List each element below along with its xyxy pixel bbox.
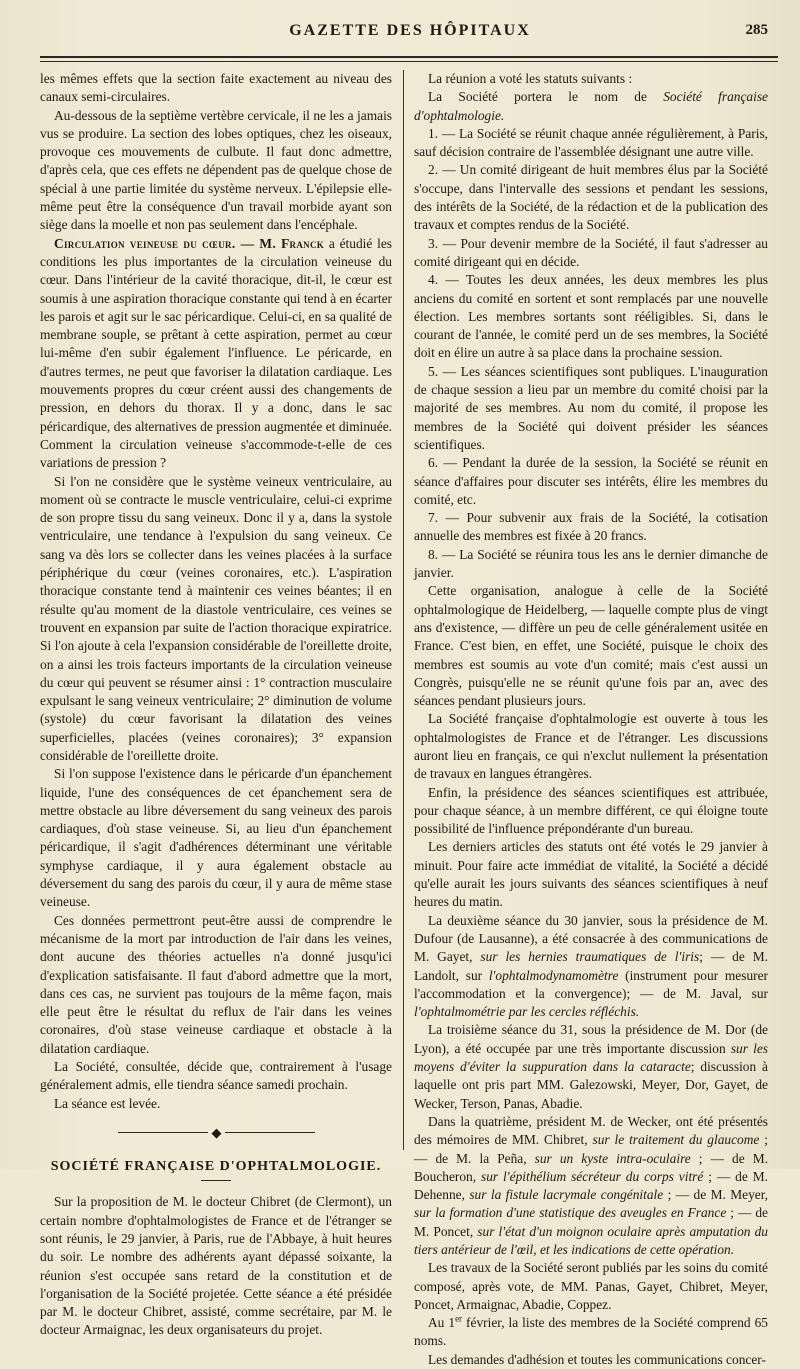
ornament-line (118, 1132, 208, 1133)
paragraph: Enfin, la présidence des séances scientifiques est attribuée, pour chaque séance, à un membre différent, ce qui éloigne toute possibilité de l'influence prépondérante d'un bureau. (414, 784, 768, 837)
paragraph: Si l'on suppose l'existence dans le péricarde d'un épanchement liquide, l'une des conséquences de cet épanchement sera de mettre obstacle au libre déversement du sang veineux des parois cardiaques, d'où stase veineuse. Si, au lieu d'un épanchement péricardique, il s'agit d'adhérences déterminant une véritable symphyse cardiaque, il y aura également obstacle au déversement du sang des parois du cœur, il y aura de même stase veineuse. (40, 766, 392, 910)
text-run: ; — de M. Meyer, (663, 1187, 768, 1203)
paragraph: Les travaux de la Société seront publiés par les soins du comité composé, après vote, de MM. Panas, Gayet, Chibret, Meyer, Poncet, Armaignac, Abadie, Coppez. (414, 1260, 768, 1312)
right-column (414, 70, 769, 1367)
paragraph (414, 88, 768, 125)
paragraph (414, 1314, 768, 1351)
text-run: ; — de M. Poncet, (414, 1205, 768, 1239)
italic-title: sur l'état d'un moignon oculaire après amputation du tiers antérieur de l'œil, et les indications de cette opération. (414, 1223, 769, 1257)
header-rule-thin (40, 61, 778, 62)
statute-8: 8. — La Société se réunira tous les ans le dernier dimanche de janvier. (414, 546, 768, 581)
header-rule-thick (40, 56, 778, 58)
italic-title: sur la formation d'une statistique des aveugles en France (414, 1205, 727, 1221)
journal-title: GAZETTE DES HÔPITAUX (289, 22, 531, 39)
paragraph: Les demandes d'adhésion et toutes les communications concer- (428, 1351, 766, 1367)
italic-title: sur un kyste intra-oculaire (534, 1150, 691, 1166)
page-header (40, 16, 780, 52)
paragraph: La réunion a voté les statuts suivants : (428, 71, 633, 86)
paragraph: Si l'on ne considère que le système veineux ventriculaire, au moment où se contracte le muscle ventriculaire, celui-ci exprime de son propre tissu du sang veineux. Donc il y a, dans la systole ventriculaire, une tendance à l'expulsion du sang veineux. Ce sang va dès lors se collecter dans les veines placées à la surface périphérique du cœur (veines coronaires, etc.). L'aspiration thoracique constante tend à maintenir ces veines béantes; il en résulte qu'au moment de la diastole ventriculaire, ces veines se trouvent en expansion par suite de l'action thoracique expiratrice. Si l'on ajoute à cela l'expansion considérable de l'oreillette droite, on a ainsi les trois facteurs importants de la circulation veineuse du cœur qui peuvent se résumer ainsi : 1° contraction musculaire expulsant le sang veineux ventriculaire; 2° diminution de volume (systole) du cœur favorisant la dilatation des veines superficielles, placées (veines coronaires); 3° expansion considérable de l'oreillette droite. (40, 473, 392, 763)
title-underline (201, 1180, 231, 1181)
diamond-icon: ◆ (211, 1124, 221, 1140)
text-run: ; — de M. Boucheron, (414, 1150, 768, 1184)
statute-3: 3. — Pour devenir membre de la Société, il faut s'adresser au comité dirigeant qui en décide. (414, 235, 768, 269)
paragraph: La Société française d'ophtalmologie est ouverte à tous les ophtalmologistes de France et de l'étranger. Les discussions auront lieu en français, ce qui n'exclut nullement la présentation de travaux en langues étrangères. (414, 711, 768, 782)
statute-1: 1. — La Société se réunit chaque année régulièrement, à Paris, sauf décision contraire de l'assemblée désignant une autre ville. (414, 125, 768, 160)
statute-7: 7. — Pour subvenir aux frais de la Société, la cotisation annuelle des membres est fixée à 20 francs. (414, 510, 768, 544)
section-title: SOCIÉTÉ FRANÇAISE D'OPHTALMOLOGIE. (50, 1159, 382, 1175)
paragraph: La séance est levée. (54, 1095, 161, 1111)
italic-title: sur la fistule lacrymale congénitale (469, 1187, 664, 1203)
text-run: La Société portera le nom de (428, 89, 664, 105)
statute-2: 2. — Un comité dirigeant de huit membres élus par la Société s'occupe, dans l'intervalle des sessions et pendant les sessions, des intérêts de la Société, de la rédaction et de la publication des travaux et comptes rendus de la Société. (414, 162, 768, 233)
text-run: Dans la quatrième, président M. de Wecker, ont été présentés des mémoires de MM. Chibret, (414, 1113, 768, 1148)
text-run: (instrument pour mesurer l'accommodation et la convergence); — de M. Javal, sur (414, 967, 768, 1001)
paragraph: les mêmes effets que la section faite exactement au niveau des canaux semi-circulaires. (40, 71, 392, 105)
run-in-heading: Circulation veineuse du cœur. — M. Franck (54, 235, 325, 251)
paragraph (414, 1113, 768, 1259)
ornament-line (225, 1132, 315, 1133)
paragraph (414, 1021, 768, 1112)
paragraph (40, 235, 392, 473)
text-run: Au 1 (428, 1315, 456, 1331)
statute-4: 4. — Toutes les deux années, les deux membres les plus anciens du comité en sortent et sont remplacés par une nouvelle élection. Les membres sortants sont rééligibles. Si, dans le courant de l'année, le comité perd un de ses membres, la Société doit en élire un autre à sa place dans la prochaine session. (414, 272, 768, 361)
text-run: ; — de M. la Peña, (414, 1132, 768, 1166)
italic-title: l'ophtalmométrie par les cercles réfléchis. (414, 1004, 640, 1020)
society-name: Société française d'ophtalmologie. (414, 89, 768, 123)
paragraph: Sur la proposition de M. le docteur Chibret (de Clermont), un certain nombre d'ophtalmologistes de France et de l'étranger se sont réunis, le 29 janvier, à Paris, rue de l'Abbaye, à huit heures du soir. Le nombre des adhérents ayant dépassé soixante, la réunion s'est occupée sans retard de la constitution et de l'organisation de la Société projetée. Cette séance a été présidée par M. le docteur Chibret, assisté, comme secrétaire, par M. le docteur Armaignac, les deux organisateurs du projet. (40, 1194, 392, 1338)
italic-title: sur le traitement du glaucome (592, 1132, 760, 1148)
paragraph: Cette organisation, analogue à celle de la Société ophtalmologique de Heidelberg, — laquelle compte plus de vingt ans d'existence, — diffère un peu de celle généralement usitée en France. C'est bien, en effet, une Société, puisque le choix des membres est soumis au vote d'un comité; mais c'est aussi un Congrès, puisqu'elle ne se réunit qu'une fois par an, avec des séances pendant plusieurs jours. (414, 583, 768, 709)
italic-title: l'ophtalmodynamomètre (488, 967, 619, 983)
italic-title: sur les moyens d'éviter la suppuration dans la cataracte (414, 1040, 768, 1075)
paragraph-body: a étudié les conditions les plus importantes de la circulation veineuse du cœur. Dans l'intérieur de la cavité thoracique, dit-il, le cœur est soumis à une aspiration thoracique constante qui tend à en écarter les parois et agit sur le sac péricardique. Celui-ci, en sa qualité de membrane souple, se prêtant à cette aspiration, permet au cœur lui-même d'en subir également l'influence. Le péricarde, en d'autres termes, ne peut que favoriser la dilatation cardiaque. Les mouvements propres du cœur créent aussi des changements de pression, en dehors du thorax. Il y a donc, dans le sac péricardique, des alternatives de pression augmentée et diminuée. Comment la circulation veineuse s'accommode-t-elle de ces variations de pression ? (40, 235, 392, 471)
paragraph: Ces données permettront peut-être aussi de comprendre le mécanisme de la mort par introduction de l'air dans les veines, dont aucune des théories actuelles n'a donné jusqu'ici d'explication satisfaisante. Il faut d'abord admettre que la mort, dans ces cas, ne survient pas toujours de la même façon, mais elle peut être le résultat du reflux de l'air dans les veines coronaires, d'où stase veineuse cardiaque et obstacle à la dilatation cardiaque. (40, 912, 392, 1056)
statute-6: 6. — Pendant la durée de la session, la Société se réunit en séance d'affaires pour discuter ses intérêts, élire les membres du comité, etc. (414, 455, 768, 507)
italic-title: sur les hernies traumatiques de l'iris (480, 949, 700, 965)
section-ornament (40, 1123, 392, 1142)
paragraph (414, 912, 768, 1022)
text-run: La troisième séance du 31, sous la présidence de M. Dor (de Lyon), a été occupée par une très importante discussion (414, 1022, 768, 1056)
text-run: La deuxième séance du 30 janvier, sous la présidence de M. Dufour (de Lausanne), a été consacrée à des communications de M. Gayet, (414, 912, 768, 965)
text-run: ; — de M. Dehenne, (414, 1168, 768, 1203)
page-number: 285 (745, 22, 768, 38)
text-run: ; discussion à laquelle ont pris part MM. Galezowski, Meyer, Dor, Gayet, de Wecker, Terson, Panas, Abadie. (414, 1059, 768, 1111)
text-run: février, la liste des membres de la Société comprend 65 noms. (414, 1315, 768, 1349)
statute-5: 5. — Les séances scientifiques sont publiques. L'inauguration de chaque session a lieu par un membre du comité choisi par la majorité de ses membres. Au nom du comité, il propose les membres de la Société qui doivent présider les séances scientifiques. (414, 363, 768, 452)
paragraph: Les derniers articles des statuts ont été votés le 29 janvier à minuit. Pour faire acte immédiat de vitalité, la Société a décidé qu'elle aurait les jours suivants des séances scientifiques à neuf heures du matin. (414, 839, 768, 910)
superscript: er (455, 1313, 463, 1324)
italic-title: sur l'épithélium sécréteur du corps vitré (481, 1168, 704, 1184)
left-column (40, 70, 392, 1338)
text-run: ; — de M. Landolt, sur (414, 949, 768, 983)
paragraph: Au-dessous de la septième vertèbre cervicale, il ne les a jamais vus se produire. La section des lobes optiques, chez les oiseaux, provoque ces mouvements de culbute. Il faut donc admettre, d'après cela, que ces effets ne dépendent pas de quelque chose de spécial à une partie limitée du système nerveux. L'épilepsie elle-même peut être la conséquence d'un travail morbide ayant son siège dans la moelle et non pas seulement dans l'encéphale. (40, 107, 392, 233)
paragraph: La Société, consultée, décide que, contrairement à l'usage généralement admis, elle tiendra séance samedi prochain. (40, 1059, 392, 1093)
column-divider (403, 70, 404, 1150)
